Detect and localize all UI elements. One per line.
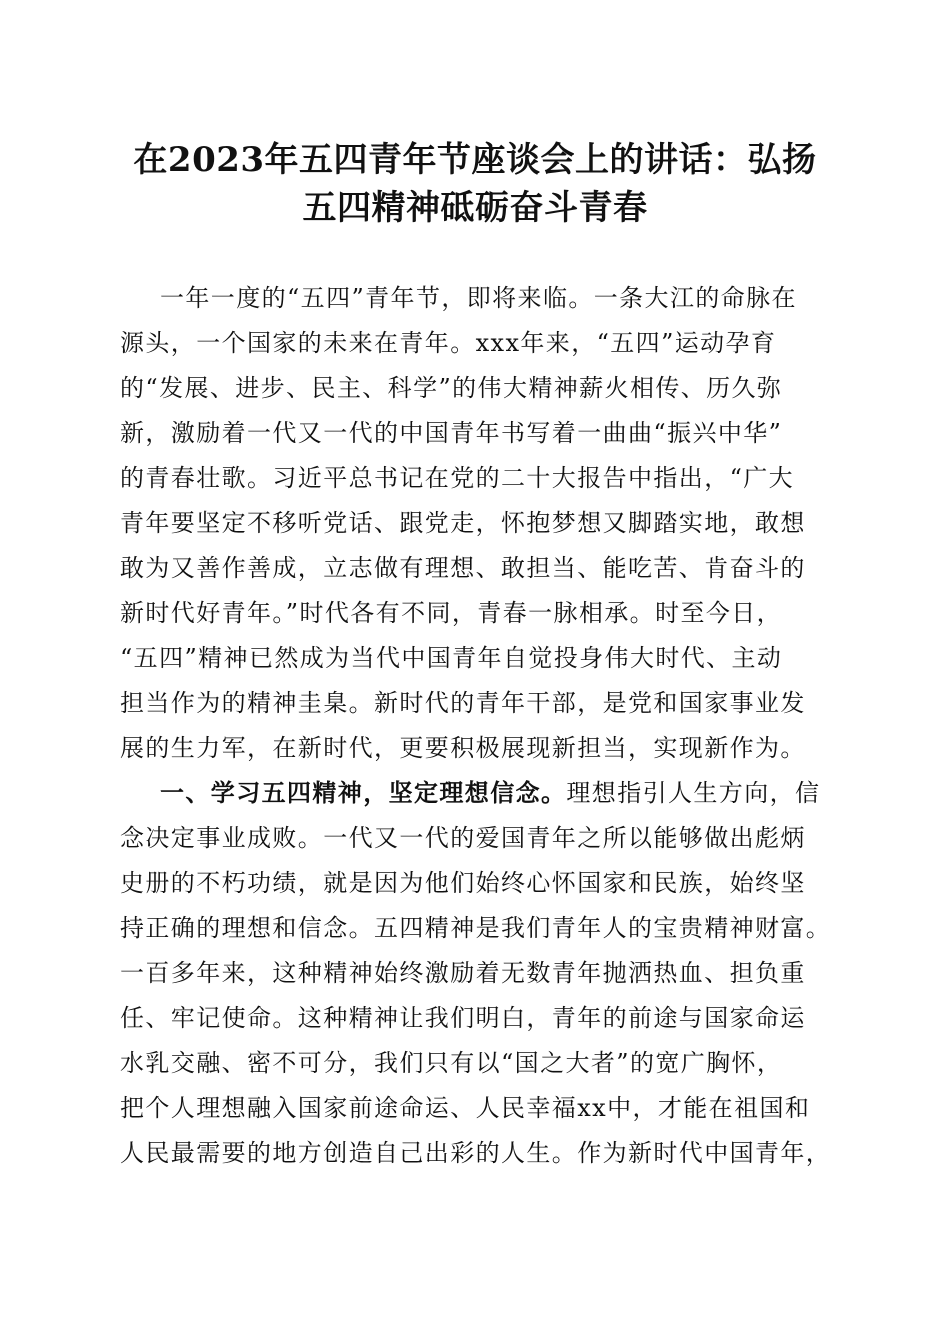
text-line: 一百多年来，这种精神始终激励着无数青年抛洒热血、担负重 (120, 959, 806, 987)
text-line: 新时代好青年。”时代各有不同，青春一脉相承。时至今日， (120, 599, 783, 627)
text-line: 担当作为的精神圭臬。新时代的青年干部，是党和国家事业发 (120, 689, 806, 717)
title-line-2: 五四精神砥砺奋斗青春 (302, 188, 648, 228)
text-line: 人民最需要的地方创造自己出彩的人生。作为新时代中国青年， (120, 1139, 832, 1167)
paragraph-intro (120, 283, 860, 778)
document-body (120, 283, 860, 1183)
text-line: 源头，一个国家的未来在青年。xxx年来，“五四”运动孕育 (120, 329, 777, 357)
section-first-line (120, 778, 860, 823)
text-line: 新，激励着一代又一代的中国青年书写着一曲曲“振兴中华” (120, 419, 783, 447)
text-line: “五四”精神已然成为当代中国青年自觉投身伟大时代、主动 (120, 644, 783, 672)
text-line: 史册的不朽功绩，就是因为他们始终心怀国家和民族，始终坚 (120, 869, 806, 897)
text-line: 持正确的理想和信念。五四精神是我们青年人的宝贵精神财富。 (120, 914, 832, 942)
text-line: 把个人理想融入国家前途命运、人民幸福xx中，才能在祖国和 (120, 1094, 811, 1122)
text-line: 青年要坚定不移听党话、跟党走，怀抱梦想又脚踏实地，敢想 (120, 509, 806, 537)
text-line: 展的生力军，在新时代，更要积极展现新担当，实现新作为。 (120, 734, 806, 762)
text-line: 水乳交融、密不可分，我们只有以“国之大者”的宽广胸怀， (120, 1049, 783, 1077)
text-line: 任、牢记使命。这种精神让我们明白，青年的前途与国家命运 (120, 1004, 806, 1032)
text-line: 一年一度的“五四”青年节，即将来临。一条大江的命脉在 (160, 284, 797, 312)
text-line: 的“发展、进步、民主、科学”的伟大精神薪火相传、历久弥 (120, 374, 783, 402)
text-line: 念决定事业成败。一代又一代的爱国青年之所以能够做出彪炳 (120, 824, 806, 852)
paragraph-section-1 (120, 778, 860, 1183)
section-heading: 一、学习五四精神，坚定理想信念。 (160, 778, 567, 807)
text-line: 敢为又善作善成，立志做有理想、敢担当、能吃苦、肯奋斗的 (120, 554, 806, 582)
title-line-1: 在2023年五四青年节座谈会上的讲话：弘扬 (133, 140, 817, 180)
document-title (110, 136, 840, 232)
section-first-line-text: 理想指引人生方向，信 (566, 779, 821, 807)
text-line: 的青春壮歌。习近平总书记在党的二十大报告中指出，“广大 (120, 464, 795, 492)
